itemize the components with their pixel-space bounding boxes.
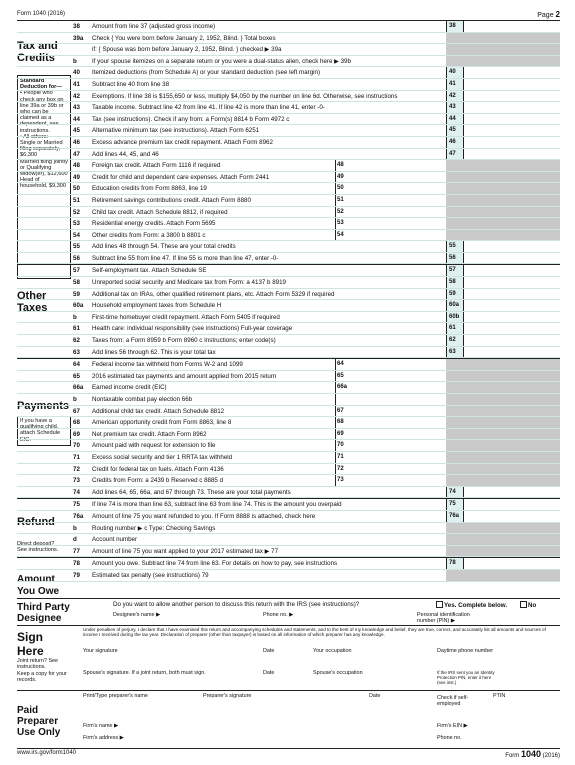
line-label-cell: 75 bbox=[446, 499, 464, 510]
line-text: First-time homebuyer credit repayment. Attach Form 5405 if required bbox=[92, 313, 280, 321]
shaded-column bbox=[446, 394, 560, 405]
line-row bbox=[17, 452, 560, 464]
paid-preparer: Paid Preparer Use Only Print/Type preparer's name Preparer's signature Date Check if self-employed PTIN Firm's name ▶ Firm's EIN ▶ Firm's address ▶ Phone no. bbox=[17, 690, 560, 747]
line-text: Taxable income. Subtract line 42 from line 41. If line 42 is more than line 41, enter -0- bbox=[92, 104, 325, 112]
amount-field[interactable] bbox=[462, 21, 560, 32]
amount-field[interactable] bbox=[462, 241, 560, 252]
line-text: Foreign tax credit. Attach Form 1116 if required bbox=[92, 162, 221, 170]
line-row bbox=[17, 300, 560, 312]
line-text: Add lines 64, 65, 66a, and 67 through 73. These are your total payments bbox=[92, 488, 291, 496]
line-row bbox=[17, 347, 560, 359]
line-row bbox=[17, 394, 560, 406]
designee-phone[interactable]: Phone no. ▶ bbox=[263, 612, 294, 618]
line-text: 2016 estimated tax payments and amount applied from 2015 return bbox=[92, 372, 277, 380]
amount-owe-title: Amount You Owe bbox=[17, 574, 60, 597]
mid-amount-field[interactable] bbox=[335, 394, 384, 405]
line-number: 70 bbox=[73, 442, 80, 450]
line-row bbox=[17, 114, 560, 126]
line-text: Account number bbox=[92, 536, 138, 544]
line-text: Nontaxable combat pay election 66b bbox=[92, 396, 193, 403]
third-party-designee: Third Party Designee Do you want to allow another person to discuss this return with the IRS (see instructions)? Yes. Complete below. No Designee's name ▶ Phone no. ▶ Personal identification number (PIN) ▶ bbox=[17, 598, 560, 625]
line-row bbox=[17, 358, 560, 371]
amount-field[interactable] bbox=[462, 102, 560, 113]
designee-name[interactable]: Designee's name ▶ bbox=[113, 612, 161, 618]
amount-field[interactable] bbox=[462, 347, 560, 358]
line-text: Subtract line 55 from line 47. If line 55 is more than line 47, enter -0- bbox=[92, 254, 279, 262]
line-text: Credit for child and dependent care expenses. Attach Form 2441 bbox=[92, 173, 270, 181]
line-row bbox=[17, 195, 560, 207]
shaded-column bbox=[446, 464, 560, 475]
line-row bbox=[17, 253, 560, 265]
line-text: Unreported social security and Medicare tax from Form: a 4137 b 8919 bbox=[92, 279, 286, 287]
designee-pin[interactable]: Personal identification number (PIN) ▶ bbox=[417, 612, 470, 624]
refund-title: Refund bbox=[17, 516, 55, 528]
line-items bbox=[17, 21, 560, 582]
line-label-cell: 41 bbox=[446, 79, 464, 90]
shaded-column bbox=[446, 183, 560, 194]
line-text: Subtract line 40 from line 38 bbox=[92, 80, 170, 88]
line-row bbox=[17, 183, 560, 195]
line-number: 66a bbox=[73, 384, 84, 392]
line-text: Exemptions. If line 38 is $155,650 or less, multiply $4,050 by the number on line 6d. Otherwise, see instructions bbox=[92, 92, 398, 100]
line-number: d bbox=[73, 536, 77, 544]
mid-amount-field[interactable]: 48 bbox=[335, 160, 384, 171]
shaded-column bbox=[446, 523, 560, 534]
line-text: Tax (see instructions). Check if any from: a Form(s) 8814 b Form 4972 c bbox=[92, 115, 290, 123]
line-number: 63 bbox=[73, 348, 80, 356]
amount-field[interactable] bbox=[462, 323, 560, 334]
line-label-cell: 60a bbox=[446, 300, 464, 311]
tax-credits-title: Tax and Credits bbox=[17, 40, 58, 64]
line-label-cell: 47 bbox=[446, 149, 464, 160]
line-row bbox=[17, 557, 560, 570]
line-text: Amount paid with request for extension to file bbox=[92, 442, 216, 450]
line-row bbox=[17, 172, 560, 184]
shaded-column bbox=[446, 207, 560, 218]
line-text: Estimated tax penalty (see instructions) 79 bbox=[92, 571, 209, 579]
line-row bbox=[17, 406, 560, 418]
line-row bbox=[17, 102, 560, 114]
shaded-column bbox=[446, 44, 560, 55]
amount-field[interactable] bbox=[462, 300, 560, 311]
line-number: 74 bbox=[73, 488, 80, 496]
line-number: 67 bbox=[73, 407, 80, 415]
page-footer bbox=[17, 748, 560, 758]
std-deduction-box: Standard Deduction for— • People who check any box on line 39a or 39b or who can be claimed as a dependent, see instructions. • All others: Single or Married filing separately, $6,300 Married filing jointly or Qualifying widow(er), $12,600 Head of household, $9,300 bbox=[17, 75, 71, 279]
line-text: Amount you owe. Subtract line 74 from line 63. For details on how to pay, see instructions bbox=[92, 560, 338, 568]
amount-field[interactable] bbox=[462, 558, 560, 569]
line-number: 56 bbox=[73, 254, 80, 262]
line-row bbox=[17, 323, 560, 335]
line-row bbox=[17, 475, 560, 487]
line-text: if: { Spouse was born before January 2, 1952, Blind. } checked ▶ 39a bbox=[92, 46, 282, 54]
line-number: 49 bbox=[73, 173, 80, 181]
mid-amount-field[interactable]: 68 bbox=[335, 417, 384, 428]
line-number: 45 bbox=[73, 127, 80, 135]
spouse-occupation[interactable]: Spouse's occupation bbox=[313, 670, 363, 676]
amount-field[interactable] bbox=[462, 487, 560, 498]
line-row bbox=[17, 382, 560, 394]
line-text: Retirement savings contributions credit. Attach Form 8880 bbox=[92, 196, 251, 204]
line-number: 62 bbox=[73, 337, 80, 345]
line-number: 42 bbox=[73, 92, 80, 100]
mid-amount-field[interactable]: 49 bbox=[335, 172, 384, 183]
form-id: Form 1040 (2016) bbox=[505, 749, 560, 759]
designee-no[interactable]: No bbox=[519, 601, 536, 609]
line-row bbox=[17, 207, 560, 219]
line-label-cell: 60b bbox=[446, 312, 464, 323]
line-row bbox=[17, 534, 560, 546]
line-row bbox=[17, 371, 560, 383]
line-text: Child tax credit. Attach Schedule 8812, if required bbox=[92, 208, 228, 216]
ptin[interactable]: PTIN bbox=[493, 693, 506, 699]
line-row bbox=[17, 149, 560, 161]
shaded-column bbox=[446, 230, 560, 241]
mid-amount-field[interactable]: 64 bbox=[335, 359, 384, 370]
line-text: Additional child tax credit. Attach Schedule 8812 bbox=[92, 407, 225, 415]
shaded-column bbox=[446, 160, 560, 171]
mid-amount-field[interactable]: 72 bbox=[335, 464, 384, 475]
amount-field[interactable] bbox=[462, 265, 560, 276]
spouse-signature[interactable]: Spouse's signature. If a joint return, both must sign. bbox=[83, 670, 206, 676]
mid-amount-field[interactable]: 69 bbox=[335, 429, 384, 440]
line-text: Health care: individual responsibility (see instructions) Full-year coverage bbox=[92, 325, 293, 333]
line-label-cell: 57 bbox=[446, 265, 464, 276]
shaded-column bbox=[446, 56, 560, 67]
line-row bbox=[17, 241, 560, 253]
line-number: 71 bbox=[73, 453, 80, 461]
line-number: 65 bbox=[73, 372, 80, 380]
line-text: Add lines 44, 45, and 46 bbox=[92, 150, 159, 158]
line-text: Credit for federal tax on fuels. Attach Form 4136 bbox=[92, 465, 224, 473]
line-row bbox=[17, 21, 560, 33]
mid-amount-field[interactable]: 52 bbox=[335, 207, 384, 218]
line-label-cell: 59 bbox=[446, 289, 464, 300]
line-number: 69 bbox=[73, 430, 80, 438]
direct-deposit-note: Direct deposit? See instructions. bbox=[17, 541, 59, 554]
line-label-cell: 62 bbox=[446, 335, 464, 346]
line-number: 38 bbox=[73, 23, 80, 30]
mid-amount-field[interactable]: 73 bbox=[335, 475, 384, 486]
eic-note: If you have a qualifying child, attach Schedule EIC. bbox=[17, 416, 71, 446]
page-number: Page 2 bbox=[537, 10, 560, 19]
line-text: Add lines 48 through 54. These are your total credits bbox=[92, 243, 236, 251]
line-number: 72 bbox=[73, 465, 80, 473]
line-text: Add lines 56 through 62. This is your total tax bbox=[92, 348, 216, 356]
line-row bbox=[17, 33, 560, 45]
shaded-column bbox=[446, 382, 560, 393]
shaded-column bbox=[446, 452, 560, 463]
shaded-column bbox=[446, 534, 560, 545]
firm-ein[interactable]: Firm's EIN ▶ bbox=[437, 723, 468, 729]
amount-field[interactable] bbox=[462, 149, 560, 160]
line-label-cell: 40 bbox=[446, 67, 464, 78]
line-text: Itemized deductions (from Schedule A) or your standard deduction (see left margin) bbox=[92, 69, 321, 77]
line-text: Alternative minimum tax (see instructions). Attach Form 6251 bbox=[92, 127, 260, 135]
line-number: 39a bbox=[73, 34, 84, 42]
line-text: If your spouse itemizes on a separate return or you were a dual-status alien, check here ▶ 39b bbox=[92, 57, 351, 65]
line-label-cell: 43 bbox=[446, 102, 464, 113]
designee-yes[interactable]: Yes. Complete below. bbox=[435, 601, 507, 609]
line-row bbox=[17, 429, 560, 441]
line-text: Residential energy credits. Attach Form 5695 bbox=[92, 220, 216, 228]
line-label-cell: 58 bbox=[446, 277, 464, 288]
line-text: Check { You were born before January 2, 1952, Blind. } Total boxes bbox=[92, 34, 276, 42]
line-label-cell: 63 bbox=[446, 347, 464, 358]
line-label-cell: 38 bbox=[446, 21, 464, 32]
line-row bbox=[17, 67, 560, 79]
shaded-column bbox=[446, 475, 560, 486]
line-number: 59 bbox=[73, 290, 80, 298]
line-label-cell: 44 bbox=[446, 114, 464, 125]
shaded-column bbox=[446, 371, 560, 382]
line-number: 78 bbox=[73, 560, 80, 568]
line-number: 51 bbox=[73, 196, 80, 204]
line-number: 64 bbox=[73, 361, 80, 369]
line-label-cell: 56 bbox=[446, 253, 464, 264]
line-row bbox=[17, 91, 560, 103]
shaded-column bbox=[446, 359, 560, 370]
preparer-name[interactable]: Print/Type preparer's name bbox=[83, 693, 148, 699]
line-row bbox=[17, 464, 560, 476]
line-text: Federal income tax withheld from Forms W-2 and 1099 bbox=[92, 361, 243, 369]
mid-amount-field[interactable]: 54 bbox=[335, 230, 384, 241]
line-number: b bbox=[73, 57, 77, 65]
firm-address[interactable]: Firm's address ▶ bbox=[83, 735, 124, 741]
line-text: Other credits from Form: a 3800 b 8801 c bbox=[92, 231, 206, 239]
form-year: Form 1040 (2016) bbox=[17, 11, 66, 17]
amount-field[interactable] bbox=[462, 91, 560, 102]
line-row bbox=[17, 312, 560, 324]
line-text: Self-employment tax. Attach Schedule SE bbox=[92, 267, 207, 275]
line-row bbox=[17, 570, 560, 582]
line-row bbox=[17, 487, 560, 499]
mid-amount-field[interactable]: 51 bbox=[335, 195, 384, 206]
line-row bbox=[17, 523, 560, 535]
line-row bbox=[17, 218, 560, 230]
line-number: 68 bbox=[73, 419, 80, 427]
line-number: 73 bbox=[73, 477, 80, 485]
self-employed-check[interactable]: Check if self-employed bbox=[437, 695, 469, 707]
shaded-column bbox=[446, 440, 560, 451]
line-number: 47 bbox=[73, 150, 80, 158]
line-number: 48 bbox=[73, 162, 80, 170]
shaded-column bbox=[446, 406, 560, 417]
line-number: 57 bbox=[73, 267, 80, 275]
amount-field[interactable] bbox=[462, 114, 560, 125]
line-number: 77 bbox=[73, 547, 80, 555]
other-taxes-title: Other Taxes bbox=[17, 290, 48, 314]
sign-here: Sign Here Joint return? See instructions. Keep a copy for your records. Under penalties of perjury, I declare that I have examined this return and accompanying schedules and statements, and to the best of my knowledge and belief, they are true, correct, and accurately list all amounts and sources of income I received during the tax year. Declaration of preparer (other than taxpayer) is based on all information of which preparer has any knowledge. Your signature Date Your occupation Daytime phone number Spouse's signature. If a joint return, both must sign. Date Spouse's occupation If the IRS sent you an Identity Protection PIN, enter it here (see inst.) bbox=[17, 625, 560, 690]
amount-field[interactable] bbox=[462, 289, 560, 300]
line-row bbox=[17, 417, 560, 429]
line-number: 53 bbox=[73, 220, 80, 228]
line-row bbox=[17, 546, 560, 558]
payments-title: Payments bbox=[17, 400, 69, 412]
line-text: Routing number ▶ c Type: Checking Savings bbox=[92, 524, 216, 532]
line-number: 75 bbox=[73, 501, 80, 509]
amount-field[interactable] bbox=[462, 253, 560, 264]
line-text: Amount of line 75 you want applied to your 2017 estimated tax ▶ 77 bbox=[92, 547, 279, 555]
line-text: American opportunity credit from Form 8863, line 8 bbox=[92, 419, 232, 427]
mid-amount-field[interactable]: 67 bbox=[335, 406, 384, 417]
line-label-cell: 74 bbox=[446, 487, 464, 498]
line-row bbox=[17, 264, 560, 277]
daytime-phone[interactable]: Daytime phone number bbox=[437, 648, 494, 654]
line-row bbox=[17, 335, 560, 347]
designee-question: Do you want to allow another person to discuss this return with the IRS (see instructions)? bbox=[113, 601, 360, 608]
shaded-column bbox=[446, 417, 560, 428]
shaded-column bbox=[446, 172, 560, 183]
line-number: 55 bbox=[73, 243, 80, 251]
amount-field[interactable] bbox=[462, 335, 560, 346]
shaded-column bbox=[446, 429, 560, 440]
line-number: b bbox=[73, 313, 77, 321]
line-number: 52 bbox=[73, 208, 80, 216]
mid-amount-field[interactable]: 70 bbox=[335, 440, 384, 451]
your-signature[interactable]: Your signature bbox=[83, 648, 118, 654]
amount-field[interactable] bbox=[462, 67, 560, 78]
line-number: 76a bbox=[73, 512, 84, 520]
line-row bbox=[17, 511, 560, 523]
line-text: Excess advance premium tax credit repayment. Attach Form 8962 bbox=[92, 138, 273, 146]
line-number: b bbox=[73, 396, 77, 403]
amount-field[interactable] bbox=[462, 79, 560, 90]
line-text: Net premium tax credit. Attach Form 8962 bbox=[92, 430, 207, 438]
shaded-column bbox=[446, 33, 560, 44]
line-label-cell: 42 bbox=[446, 91, 464, 102]
line-text: Additional tax on IRAs, other qualified retirement plans, etc. Attach Form 5329 if required bbox=[92, 290, 335, 298]
page-header bbox=[17, 10, 560, 21]
line-number: 50 bbox=[73, 185, 80, 193]
shaded-column bbox=[446, 570, 560, 581]
line-row bbox=[17, 289, 560, 301]
line-row bbox=[17, 230, 560, 242]
mid-amount-field[interactable]: 71 bbox=[335, 452, 384, 463]
shaded-column bbox=[446, 546, 560, 557]
mid-amount-field[interactable]: 53 bbox=[335, 218, 384, 229]
line-label-cell: 61 bbox=[446, 323, 464, 334]
line-label-cell: 76a bbox=[446, 511, 464, 522]
amount-field[interactable] bbox=[462, 125, 560, 136]
line-text: Taxes from: a Form 8959 b Form 8960 c Instructions; enter code(s) bbox=[92, 337, 276, 345]
line-label-cell: 78 bbox=[446, 558, 464, 569]
line-number: 46 bbox=[73, 138, 80, 146]
your-occupation[interactable]: Your occupation bbox=[313, 648, 352, 654]
line-number: 40 bbox=[73, 69, 80, 77]
irs-url: www.irs.gov/form1040 bbox=[17, 750, 77, 756]
shaded-column bbox=[446, 218, 560, 229]
line-row bbox=[17, 498, 560, 511]
line-number: 41 bbox=[73, 80, 80, 88]
line-text: Household employment taxes from Schedule H bbox=[92, 302, 222, 310]
line-number: b bbox=[73, 524, 77, 532]
line-row bbox=[17, 440, 560, 452]
amount-field[interactable] bbox=[462, 511, 560, 522]
line-label-cell: 46 bbox=[446, 137, 464, 148]
line-number: 44 bbox=[73, 115, 80, 123]
line-text: Credits from Form: a 2439 b Reserved c 8885 d bbox=[92, 477, 224, 485]
mid-amount-field[interactable]: 65 bbox=[335, 371, 384, 382]
line-row bbox=[17, 277, 560, 289]
line-text: Earned income credit (EIC) bbox=[92, 384, 167, 392]
line-label-cell: 45 bbox=[446, 125, 464, 136]
amount-field[interactable] bbox=[462, 499, 560, 510]
amount-field[interactable] bbox=[462, 312, 560, 323]
line-number: 43 bbox=[73, 104, 80, 112]
mid-amount-field[interactable]: 66a bbox=[335, 382, 384, 393]
line-number: 61 bbox=[73, 325, 80, 333]
line-number: 58 bbox=[73, 279, 80, 287]
line-text: If line 74 is more than line 63, subtract line 63 from line 74. This is the amount you overpaid bbox=[92, 501, 342, 509]
line-label-cell: 55 bbox=[446, 241, 464, 252]
line-row bbox=[17, 125, 560, 137]
firm-name[interactable]: Firm's name ▶ bbox=[83, 723, 119, 729]
mid-amount-field[interactable]: 50 bbox=[335, 183, 384, 194]
amount-field[interactable] bbox=[462, 277, 560, 288]
line-row bbox=[17, 79, 560, 91]
line-text: Amount from line 37 (adjusted gross income) bbox=[92, 23, 216, 30]
line-row bbox=[17, 160, 560, 172]
preparer-phone[interactable]: Phone no. bbox=[437, 735, 462, 741]
line-number: 54 bbox=[73, 231, 80, 239]
line-row bbox=[17, 56, 560, 68]
line-text: Education credits from Form 8863, line 19 bbox=[92, 185, 207, 193]
line-row bbox=[17, 44, 560, 56]
line-text: Excess social security and tier 1 RRTA tax withheld bbox=[92, 453, 233, 461]
line-number: 60a bbox=[73, 302, 84, 310]
line-text: Amount of line 75 you want refunded to you. If Form 8888 is attached, check here bbox=[92, 512, 316, 520]
line-number: 79 bbox=[73, 571, 80, 579]
line-row bbox=[17, 137, 560, 149]
shaded-column bbox=[446, 195, 560, 206]
amount-field[interactable] bbox=[462, 137, 560, 148]
preparer-signature[interactable]: Preparer's signature bbox=[203, 693, 252, 699]
